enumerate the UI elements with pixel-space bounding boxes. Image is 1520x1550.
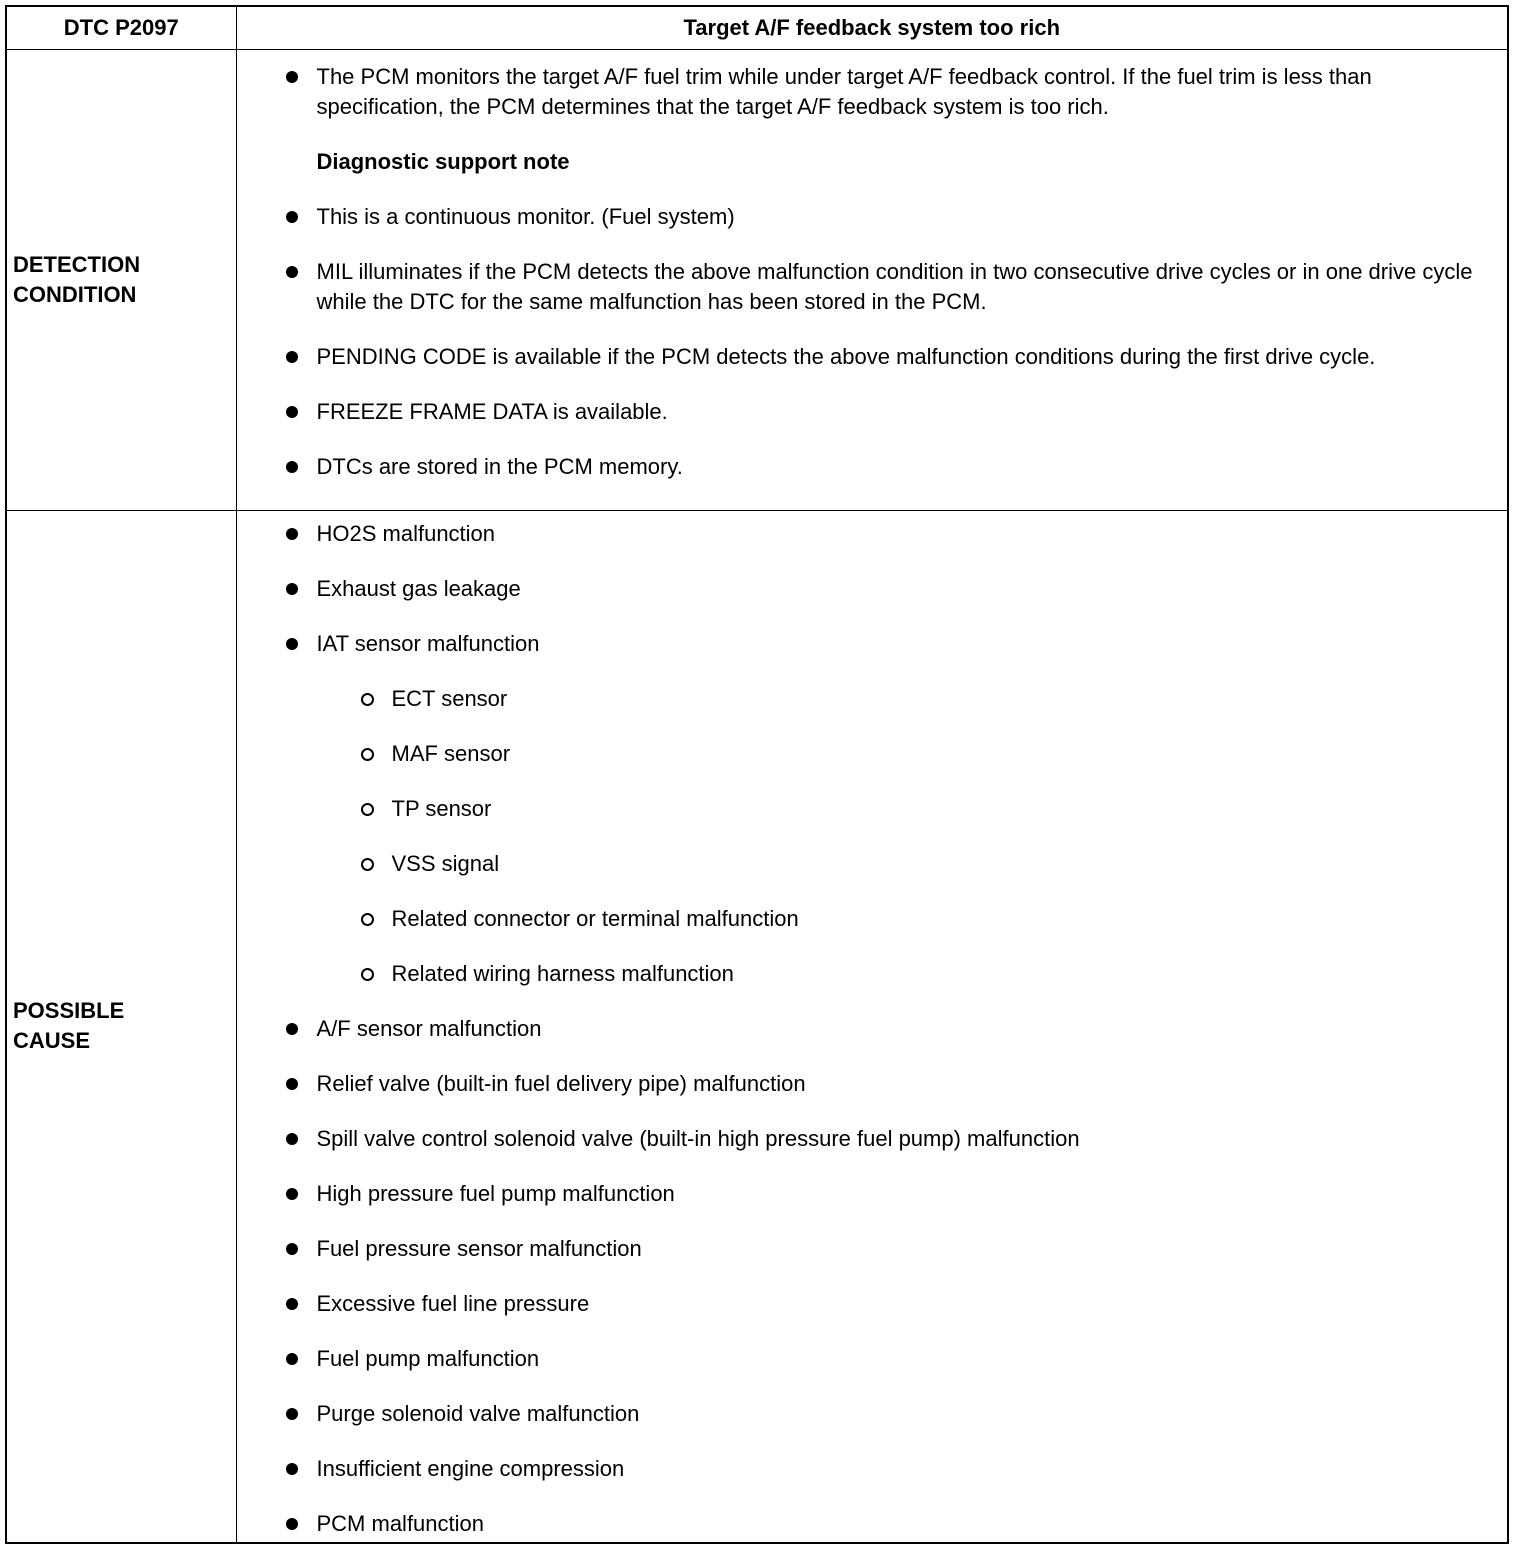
list-item (237, 397, 1508, 427)
list-item (237, 574, 1508, 604)
possible-cause-label (6, 511, 236, 1543)
item-text: This is a continuous monitor. (Fuel system) (316, 204, 735, 229)
bullet-icon (286, 1518, 298, 1530)
bullet-icon (286, 528, 298, 540)
list-item (237, 1069, 1508, 1099)
possible-cause-row (6, 511, 1508, 1543)
list-item (237, 1509, 1508, 1539)
list-item (237, 1344, 1508, 1374)
list-item (237, 62, 1508, 122)
possible-cause-content (236, 511, 1508, 1543)
list-item (237, 629, 1508, 659)
detection-condition-row (6, 50, 1508, 511)
bullet-icon (286, 211, 298, 223)
list-item (237, 202, 1508, 232)
label-line: CONDITION (13, 282, 137, 307)
dtc-table (5, 5, 1509, 1544)
cause-list (237, 511, 1508, 1539)
detection-condition-content (236, 50, 1508, 511)
item-text: Purge solenoid valve malfunction (316, 1401, 640, 1426)
item-text: DTCs are stored in the PCM memory. (316, 454, 683, 479)
hollow-bullet-icon (361, 693, 374, 706)
item-text: FREEZE FRAME DATA is available. (316, 399, 668, 424)
item-text: Insufficient engine compression (316, 1456, 625, 1481)
item-text: MIL illuminates if the PCM detects the above malfunction condition in two consecutive drive cycles or in one drive cycle while the DTC for the same malfunction has been stored in the PCM. (316, 259, 1473, 314)
bullet-icon (286, 461, 298, 473)
item-text: Diagnostic support note (316, 149, 570, 174)
item-text: Relief valve (built-in fuel delivery pipe) malfunction (316, 1071, 806, 1096)
bullet-icon (286, 1078, 298, 1090)
hollow-bullet-icon (361, 748, 374, 761)
label-line: CAUSE (13, 1028, 91, 1054)
item-text: PCM malfunction (316, 1511, 485, 1536)
hollow-bullet-icon (361, 968, 374, 981)
bullet-icon (286, 638, 298, 650)
bullet-icon (286, 266, 298, 278)
bullet-icon (286, 1188, 298, 1200)
item-text: Spill valve control solenoid valve (built-in high pressure fuel pump) malfunction (316, 1126, 1080, 1151)
list-item (237, 519, 1508, 549)
item-text: PENDING CODE is available if the PCM detects the above malfunction conditions during the first drive cycle. (316, 344, 1376, 369)
hollow-bullet-icon (361, 803, 374, 816)
item-text: Exhaust gas leakage (316, 576, 521, 601)
list-item (237, 1454, 1508, 1484)
bullet-icon (286, 1243, 298, 1255)
diagnostic-support-note-heading (237, 147, 1508, 177)
bullet-icon (286, 406, 298, 418)
item-text: HO2S malfunction (316, 521, 496, 546)
detection-list (237, 50, 1508, 482)
list-item (237, 1234, 1508, 1264)
item-text: Related connector or terminal malfunction (391, 906, 799, 931)
sub-list-item (237, 684, 1508, 714)
bullet-icon (286, 1298, 298, 1310)
list-item (237, 1014, 1508, 1044)
sub-list-item (237, 794, 1508, 824)
item-text: TP sensor (391, 796, 492, 821)
hollow-bullet-icon (361, 913, 374, 926)
bullet-icon (286, 351, 298, 363)
item-text: MAF sensor (391, 741, 511, 766)
label-line: POSSIBLE (13, 998, 125, 1024)
item-text: Related wiring harness malfunction (391, 961, 734, 986)
list-item (237, 452, 1508, 482)
item-text: A/F sensor malfunction (316, 1016, 542, 1041)
list-item (237, 1289, 1508, 1319)
hollow-bullet-icon (361, 858, 374, 871)
item-text: Fuel pump malfunction (316, 1346, 540, 1371)
list-item (237, 257, 1508, 317)
bullet-icon (286, 1408, 298, 1420)
dtc-title: Target A/F feedback system too rich (236, 6, 1508, 50)
detection-condition-label (6, 50, 236, 511)
sub-list-item (237, 904, 1508, 934)
bullet-icon (286, 583, 298, 595)
bullet-icon (286, 71, 298, 83)
item-text: VSS signal (391, 851, 500, 876)
item-text: The PCM monitors the target A/F fuel trim while under target A/F feedback control. If the fuel trim is less than specification, the PCM determines that the target A/F feedback system is too rich. (316, 64, 1372, 119)
item-text: High pressure fuel pump malfunction (316, 1181, 675, 1206)
dtc-code: DTC P2097 (6, 6, 236, 50)
bullet-icon (286, 1353, 298, 1365)
list-item (237, 1179, 1508, 1209)
sub-list-item (237, 739, 1508, 769)
list-item (237, 1124, 1508, 1154)
bullet-icon (286, 1133, 298, 1145)
sub-list-item (237, 959, 1508, 989)
bullet-icon (286, 1023, 298, 1035)
item-text: IAT sensor malfunction (316, 631, 540, 656)
item-text: Fuel pressure sensor malfunction (316, 1236, 642, 1261)
header-row (6, 6, 1508, 50)
label-line: DETECTION (13, 252, 141, 277)
list-item (237, 342, 1508, 372)
bullet-icon (286, 1463, 298, 1475)
item-text: Excessive fuel line pressure (316, 1291, 590, 1316)
sub-list-item (237, 849, 1508, 879)
item-text: ECT sensor (391, 686, 508, 711)
list-item (237, 1399, 1508, 1429)
